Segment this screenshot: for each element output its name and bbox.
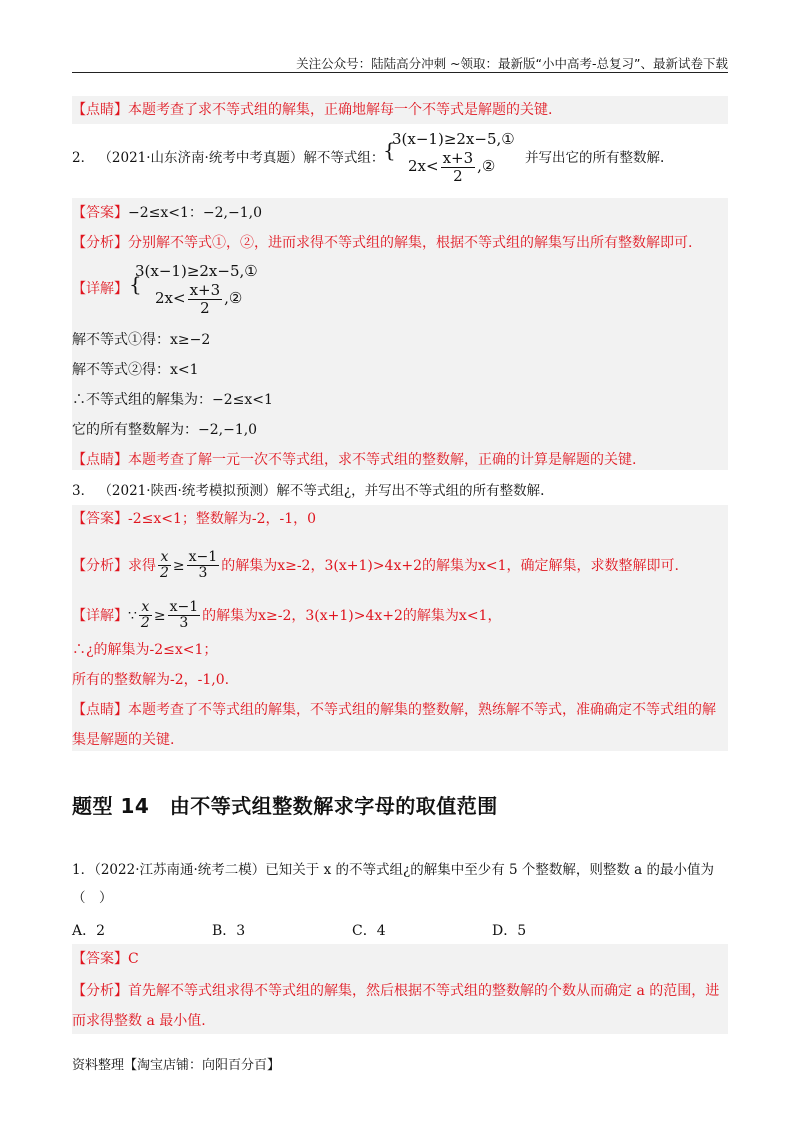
frac-x-over-2 [139, 600, 152, 632]
q2-frac-num: x+3 [442, 149, 474, 167]
q2-detail-brace: { [129, 272, 142, 296]
q3-detail [72, 600, 501, 632]
analysis-mid: 的解集为x≥-2，3(x+1)>4x+2的解集为x<1，确定解集，求数整解即可. [221, 557, 679, 574]
option-a: A．2 [72, 923, 106, 939]
q2-detail-ineq2 [155, 282, 242, 316]
q14-1-analysis-line1 [72, 981, 719, 1001]
answer-text: −2≤x<1：−2,−1,0 [128, 205, 262, 221]
analysis-tag: 【分析】 [72, 557, 128, 574]
q14-1-stem-line2: （ ） [72, 890, 113, 906]
q2-step2: 解不等式②得：x<1 [72, 362, 199, 378]
header-divider [72, 72, 728, 73]
q2-ineq1: 3(x−1)≥2x−5,① [392, 130, 515, 148]
because-sign: ∵ [128, 607, 137, 624]
q3-step2: 所有的整数解为-2，-1,0. [72, 672, 230, 688]
frac-den: 2 [160, 565, 169, 582]
q2-detail-fraction [188, 282, 223, 316]
option-c: C．4 [352, 923, 386, 939]
q2-step3: ∴不等式组的解集为：−2≤x<1 [72, 392, 273, 408]
frac-num: x [139, 600, 152, 616]
q2-point [72, 450, 636, 470]
prev-point [72, 100, 552, 120]
point-tag: 【点睛】 [72, 452, 128, 468]
frac-den: 2 [140, 615, 150, 632]
point-text: 本题考查了解一元一次不等式组，求不等式组的整数解，正确的计算是解题的关键. [128, 452, 637, 468]
q2-ineq2-lhs: 2x< [408, 157, 439, 175]
ge-sign: ≥ [172, 557, 185, 574]
q14-1-analysis-line2: 而求得整数 a 最小值. [72, 1013, 206, 1029]
frac-xm1-over-3 [168, 600, 201, 632]
section-title: 题型 14 由不等式组整数解求字母的取值范围 [72, 794, 498, 818]
frac-num: x−1 [169, 599, 199, 615]
q14-1-answer [72, 949, 139, 969]
q2-ineq2 [408, 150, 495, 184]
q2-stem [72, 148, 384, 168]
q3-point-line1 [72, 700, 716, 720]
frac-den: 3 [198, 565, 208, 582]
frac-xm1-over-3 [187, 550, 220, 582]
q2-brace: { [383, 138, 396, 162]
point-tag: 【点睛】 [72, 102, 128, 118]
answer-text: C [128, 951, 139, 967]
answer-text: -2≤x<1；整数解为-2，-1，0 [128, 511, 317, 527]
frac-num: x−1 [188, 549, 218, 565]
q2-ineq2-tail: ,② [477, 157, 496, 175]
point-text: 本题考查了不等式组的解集，不等式组的解集的整数解，熟练解不等式，准确确定不等式组的解 [128, 702, 716, 718]
q3-step1: ∴¿的解集为-2≤x<1； [72, 642, 218, 658]
frac-num: x [158, 550, 171, 566]
analysis-text: 首先解不等式组求得不等式组的解集，然后根据不等式组的整数解的个数从而确定 a 的范围，进 [128, 983, 720, 999]
q2-frac-den: 2 [453, 166, 463, 185]
frac-x-over-2 [158, 550, 171, 582]
ge-sign: ≥ [153, 607, 166, 624]
q3-number: 3． [72, 483, 95, 499]
q2-step1: 解不等式①得：x≥−2 [72, 332, 211, 348]
q3-analysis [72, 550, 679, 582]
frac-den: 3 [179, 615, 189, 632]
q3-source: （2021·陕西·统考模拟预测）解不等式组¿，并写出不等式组的所有整数解. [98, 483, 545, 499]
analysis-tag: 【分析】 [72, 983, 128, 999]
q2-detail-ineq1: 3(x−1)≥2x−5,① [135, 262, 258, 280]
q2-source: （2021·山东济南·统考中考真题）解不等式组： [98, 150, 385, 166]
q2-detail-frac-den: 2 [200, 298, 210, 317]
detail-tag: 【详解】 [72, 607, 128, 624]
q2-tail: 并写出它的所有整数解. [525, 150, 665, 166]
q3-point-line2: 集是解题的关键. [72, 732, 175, 748]
option-b: B．3 [212, 923, 246, 939]
analysis-pre: 求得 [128, 557, 156, 574]
q2-analysis [72, 233, 692, 253]
q2-detail-ineq2-lhs: 2x< [155, 289, 186, 307]
q14-1-stem-line1: 1．（2022·江苏南通·统考二模）已知关于 x 的不等式组¿的解集中至少有 5 个整数解，则整数 a 的最小值为 [72, 862, 715, 878]
q2-number: 2． [72, 150, 95, 166]
q3-stem [72, 481, 544, 501]
answer-tag: 【答案】 [72, 205, 128, 221]
page-footer: 资料整理【淘宝店铺：向阳百分百】 [72, 1058, 281, 1073]
option-d: D．5 [492, 923, 527, 939]
answer-tag: 【答案】 [72, 511, 128, 527]
detail-mid: 的解集为x≥-2，3(x+1)>4x+2的解集为x<1， [202, 607, 502, 624]
q2-fraction [441, 150, 476, 184]
q2-answer [72, 203, 262, 223]
analysis-text: 分别解不等式①，②，进而求得不等式组的解集，根据不等式组的解集写出所有整数解即可. [128, 235, 693, 251]
q2-detail-ineq2-tail: ,② [224, 289, 243, 307]
answer-tag: 【答案】 [72, 951, 128, 967]
point-tag: 【点睛】 [72, 702, 128, 718]
point-text: 本题考查了求不等式组的解集，正确地解每一个不等式是解题的关键. [128, 102, 553, 118]
q2-detail-tag: 【详解】 [72, 281, 128, 297]
page-header: 关注公众号：陆陆高分冲刺 ~领取：最新版“小中高考-总复习”、最新试卷下载 [296, 56, 728, 71]
q2-detail-frac-num: x+3 [189, 281, 221, 299]
q3-answer [72, 509, 316, 529]
q2-step4: 它的所有整数解为：−2,−1,0 [72, 422, 258, 438]
analysis-tag: 【分析】 [72, 235, 128, 251]
